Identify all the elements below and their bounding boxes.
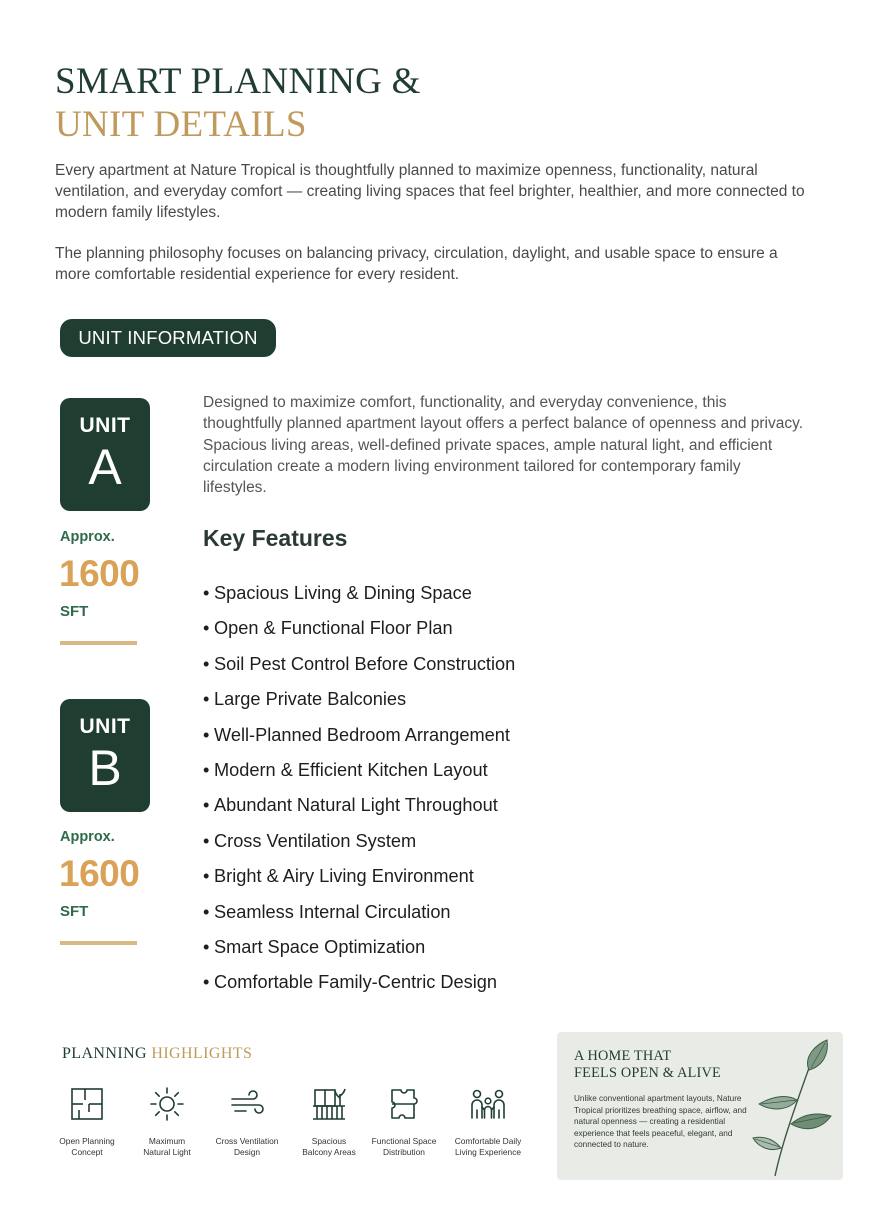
unit-b-divider [60,941,137,945]
feature-item [203,647,515,682]
caption-line-1: Maximum [148,1136,186,1146]
bullet: • [203,689,210,710]
unit-b-badge [60,699,150,812]
page-title-line-1: SMART PLANNING & [55,61,421,102]
caption-line-2: Distribution [383,1146,425,1157]
feature-item [203,895,515,930]
highlight-open-planning [47,1086,127,1157]
feature-item [203,753,515,788]
unit-a-sft: SFT [60,603,89,620]
bullet: • [203,866,210,887]
family-icon [468,1086,508,1122]
feature-item [203,965,515,1000]
home-card-body: Unlike conventional apartment layouts, Nature Tropical prioritizes breathing space, airflow, and natural openness — creating a residential experience that feels peaceful, elegant, and connected to nature. [574,1094,747,1149]
highlight-caption [289,1136,369,1157]
unit-information-label: UNIT INFORMATION [60,319,276,357]
feature-label: Large Private Balconies [214,689,407,710]
intro-paragraph-2: The planning philosophy focuses on balancing privacy, circulation, daylight, and usable space to ensure a more comfortable residential experience for every resident. [55,245,778,283]
unit-b-area: 1600 [59,853,140,894]
highlight-daily-living [448,1086,528,1157]
caption-line-2: Concept [71,1146,103,1157]
unit-a-letter: A [88,439,122,495]
bullet: • [203,653,210,674]
page-title [55,60,421,146]
feature-item [203,824,515,859]
feature-item [203,611,515,646]
bullet: • [203,972,210,993]
planning-highlights-title-a: PLANNING [62,1045,152,1062]
feature-label: Cross Ventilation System [214,830,417,851]
highlight-balcony [289,1086,369,1157]
feature-label: Open & Functional Floor Plan [214,618,453,639]
home-card-title-line-1: A HOME THAT [574,1048,672,1064]
highlight-caption [47,1136,127,1157]
caption-line-2: Living Experience [454,1146,522,1157]
caption-line-1: Functional Space [371,1136,437,1146]
balcony-icon [311,1086,347,1122]
feature-label: Seamless Internal Circulation [214,901,451,922]
highlight-caption [364,1136,444,1157]
feature-label: Soil Pest Control Before Construction [214,653,516,674]
feature-item [203,859,515,894]
feature-label: Spacious Living & Dining Space [214,583,472,603]
feature-label: Smart Space Optimization [214,937,426,958]
feature-item [203,682,515,717]
unit-a-word: UNIT [79,414,131,437]
unit-description: Designed to maximize comfort, functionality, and everyday convenience, this thoughtfully planned apartment layout offers a perfect balance of openness and privacy. Spacious living areas, well-defined private spaces, ample natural light, and efficient circulation create a modern living environment tailored for contemporary family lifestyles. [203,394,804,497]
caption-line-1: Open Planning [59,1136,115,1146]
bullet: • [203,901,210,922]
planning-highlights-title-b: HIGHLIGHTS [151,1045,253,1062]
feature-item [203,788,515,823]
unit-b-letter: B [88,740,122,796]
unit-b-word: UNIT [79,715,131,738]
feature-label: Modern & Efficient Kitchen Layout [214,760,488,781]
feature-item [203,718,515,753]
page-title-line-2: UNIT DETAILS [55,104,307,145]
bullet: • [203,618,210,639]
feature-label: Bright & Airy Living Environment [214,866,474,887]
home-feature-card [557,1032,843,1180]
sun-icon [149,1086,185,1122]
caption-line-1: Spacious [311,1136,347,1146]
highlight-caption [448,1136,528,1157]
bullet: • [203,583,210,603]
highlight-caption [207,1136,287,1157]
home-card-title [574,1048,721,1082]
highlight-caption [127,1136,207,1157]
unit-a-divider [60,641,137,645]
bullet: • [203,724,210,745]
key-features-title: Key Features [203,525,348,551]
feature-label: Comfortable Family-Centric Design [214,972,497,993]
puzzle-icon [386,1086,422,1122]
leaf-branch-icon [751,1038,837,1178]
caption-line-2: Balcony Areas [302,1146,356,1157]
home-card-title-line-2: FEELS OPEN & ALIVE [574,1065,721,1081]
unit-b-approx: Approx. [60,829,115,845]
key-features-list [203,576,515,1001]
bullet: • [203,795,210,816]
wind-icon [229,1086,265,1122]
unit-a-badge [60,398,150,511]
feature-item [203,576,515,611]
caption-line-2: Design [233,1146,261,1157]
unit-a-area: 1600 [59,553,140,594]
unit-a-approx: Approx. [60,529,115,545]
highlight-cross-ventilation [207,1086,287,1157]
bullet: • [203,937,210,958]
feature-label: Abundant Natural Light Throughout [214,795,498,816]
floor-plan-icon [69,1086,105,1122]
highlight-natural-light [127,1086,207,1157]
caption-line-1: Comfortable Daily [454,1136,522,1146]
intro-paragraph-1: Every apartment at Nature Tropical is thoughtfully planned to maximize openness, functionality, natural ventilation, and everyday comfort — creating living spaces that feel brighter, healthier, and more connected to modern family lifestyles. [55,162,805,221]
bullet: • [203,830,210,851]
feature-label: Well-Planned Bedroom Arrangement [214,724,510,745]
caption-line-2: Natural Light [143,1146,191,1157]
planning-highlights-title [62,1045,252,1063]
feature-item [203,930,515,965]
highlight-functional-space [364,1086,444,1157]
bullet: • [203,760,210,781]
unit-b-sft: SFT [60,903,89,920]
caption-line-1: Cross Ventilation [215,1136,279,1146]
